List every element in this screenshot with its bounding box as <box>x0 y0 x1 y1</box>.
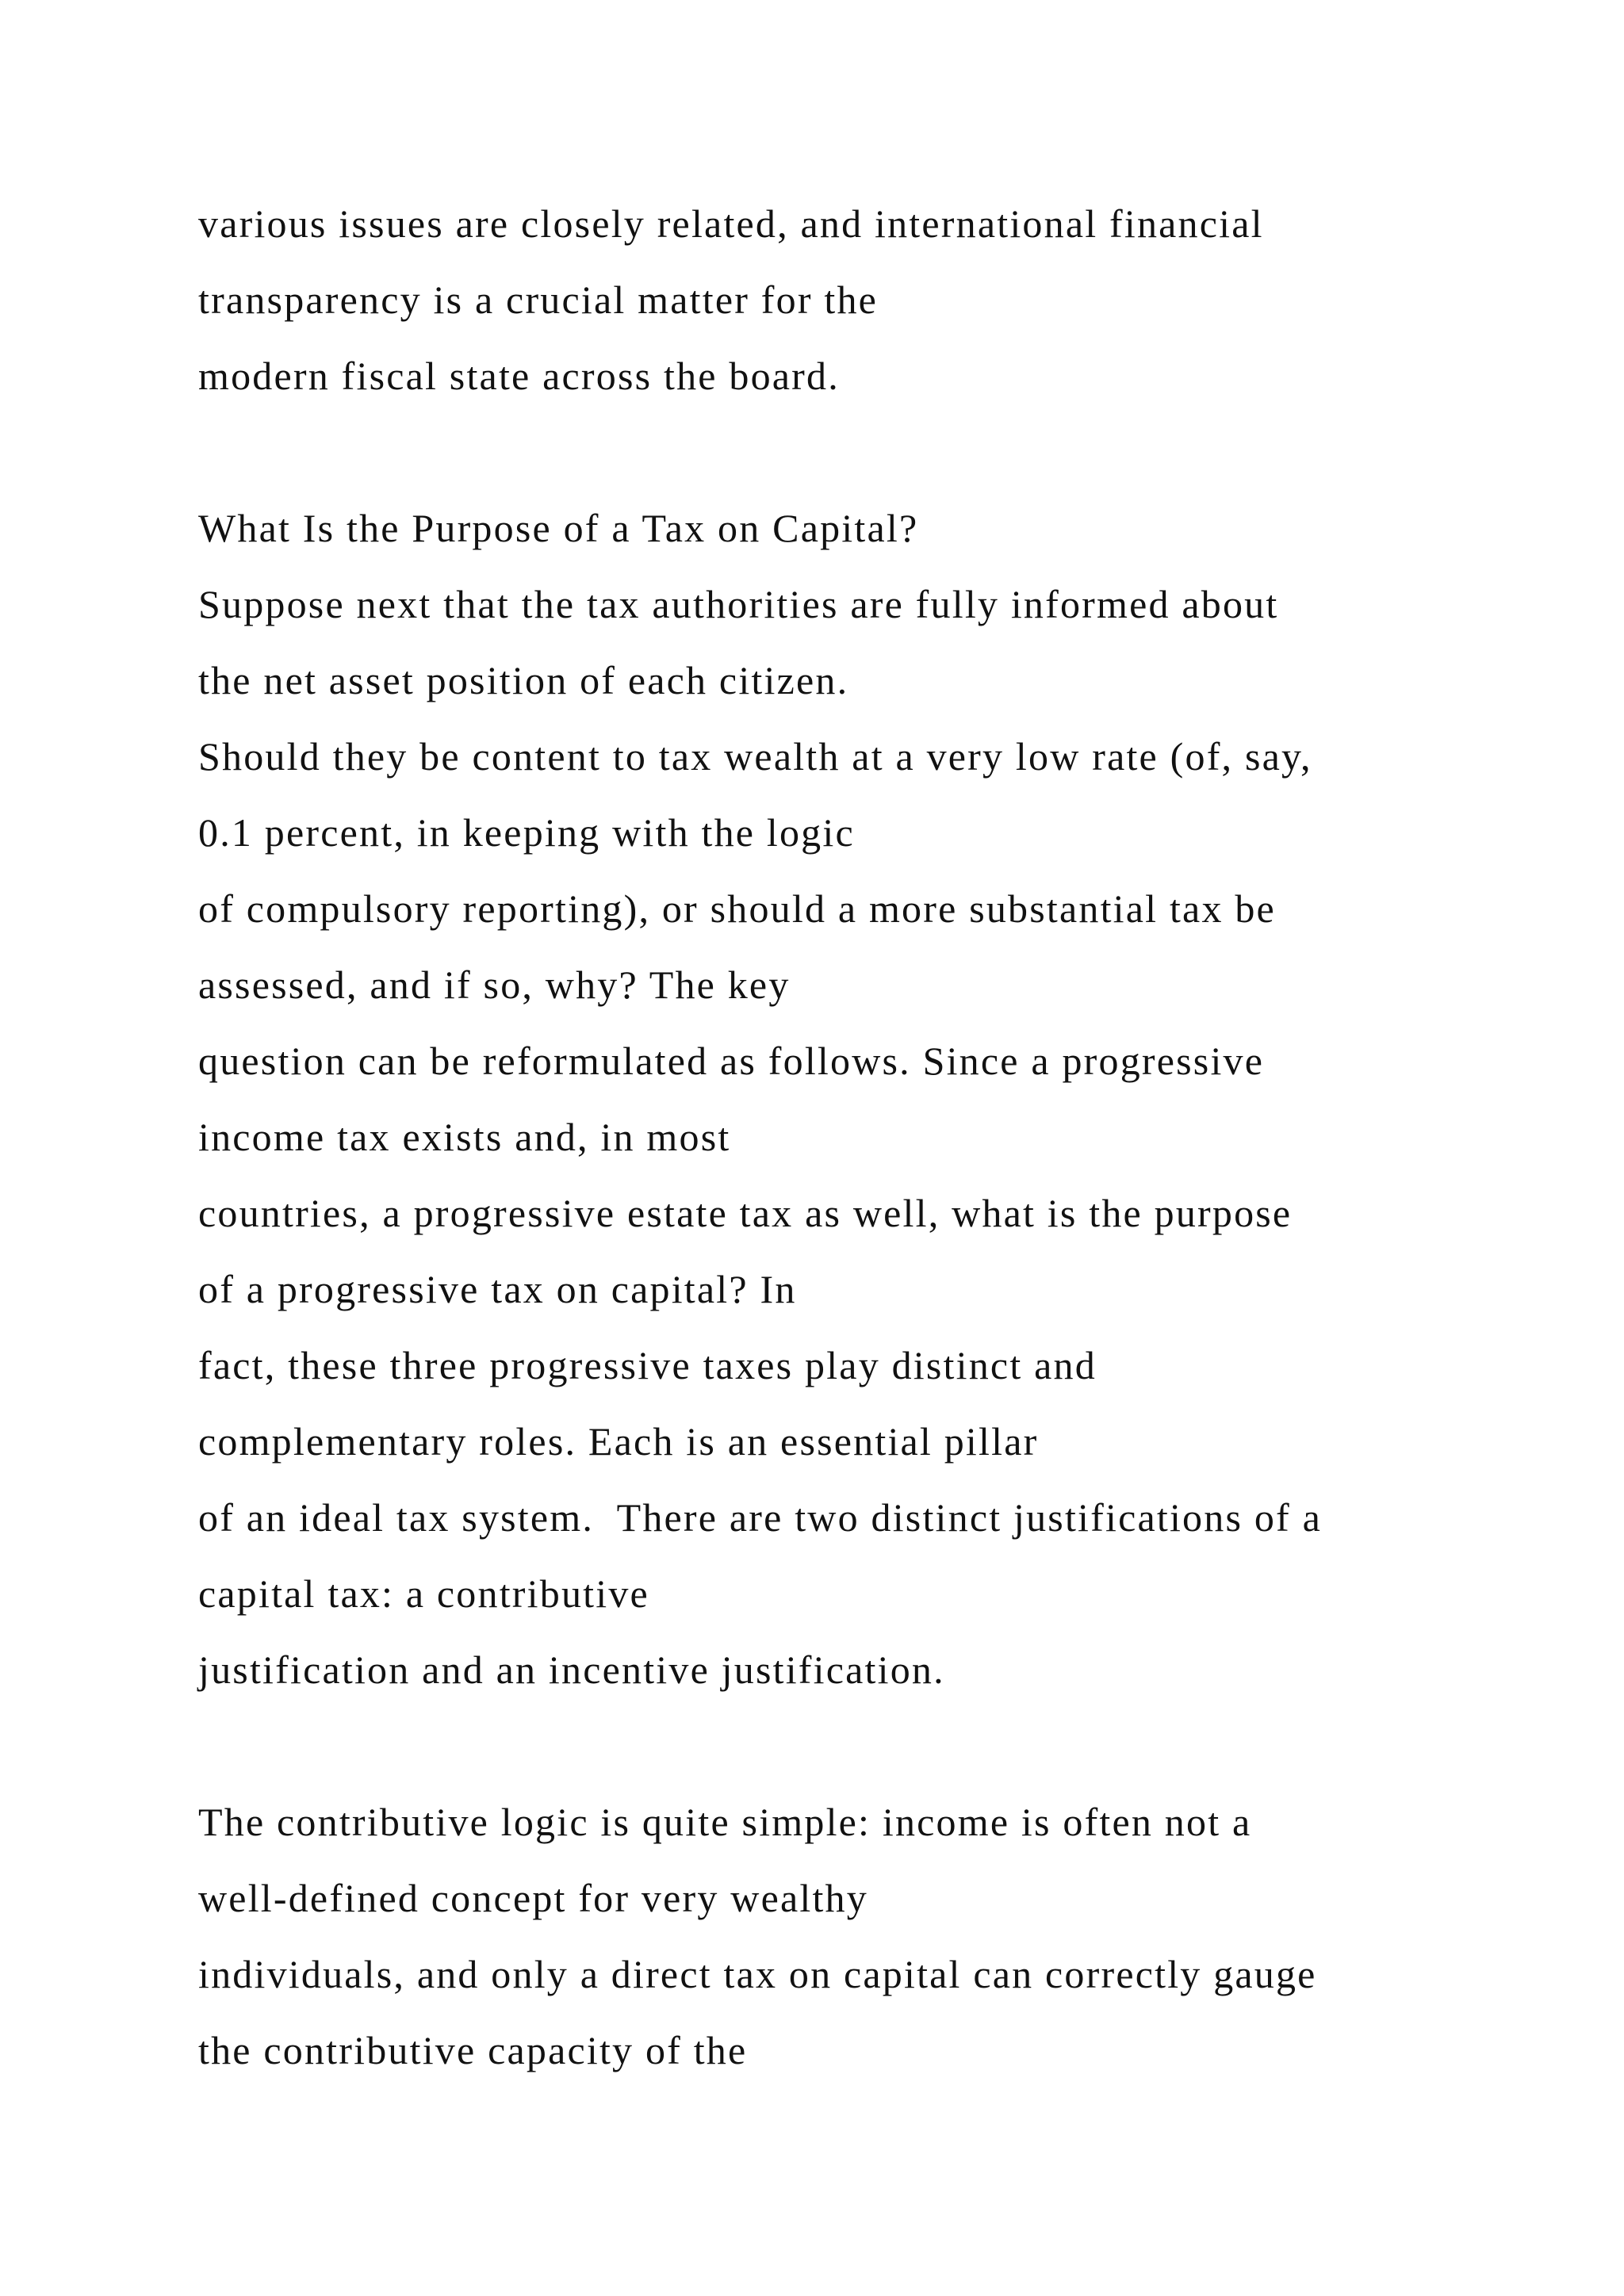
text-line: of compulsory reporting), or should a more substantial tax be <box>198 886 1276 931</box>
text-line: the net asset position of each citizen. <box>198 658 849 702</box>
text-line: transparency is a crucial matter for the <box>198 277 879 322</box>
text-line: capital tax: a contributive <box>198 1571 649 1616</box>
text-line: of a progressive tax on capital? In <box>198 1267 797 1311</box>
text-line: fact, these three progressive taxes play distinct and <box>198 1343 1097 1387</box>
text-line: Suppose next that the tax authorities are fully informed about <box>198 582 1279 626</box>
section-heading: What Is the Purpose of a Tax on Capital? <box>198 506 919 550</box>
text-line: Should they be content to tax wealth at a very low rate (of, say, <box>198 734 1312 779</box>
text-line: countries, a progressive estate tax as well, what is the purpose <box>198 1191 1293 1235</box>
text-line: 0.1 percent, in keeping with the logic <box>198 810 855 855</box>
text-line: income tax exists and, in most <box>198 1115 731 1159</box>
text-line: individuals, and only a direct tax on capital can correctly gauge <box>198 1952 1317 1996</box>
text-line: various issues are closely related, and international financial <box>198 201 1264 246</box>
text-line: well-defined concept for very wealthy <box>198 1876 868 1920</box>
text-line: justification and an incentive justification. <box>198 1647 945 1692</box>
text-line: assessed, and if so, why? The key <box>198 962 791 1007</box>
text-line: The contributive logic is quite simple: income is often not a <box>198 1800 1252 1844</box>
text-line: modern fiscal state across the board. <box>198 354 840 398</box>
text-line: of an ideal tax system. There are two distinct justifications of a <box>198 1495 1322 1540</box>
text-line: the contributive capacity of the <box>198 2028 748 2072</box>
text-line: question can be reformulated as follows. Since a progressive <box>198 1039 1265 1083</box>
text-line: complementary roles. Each is an essential pillar <box>198 1419 1039 1464</box>
